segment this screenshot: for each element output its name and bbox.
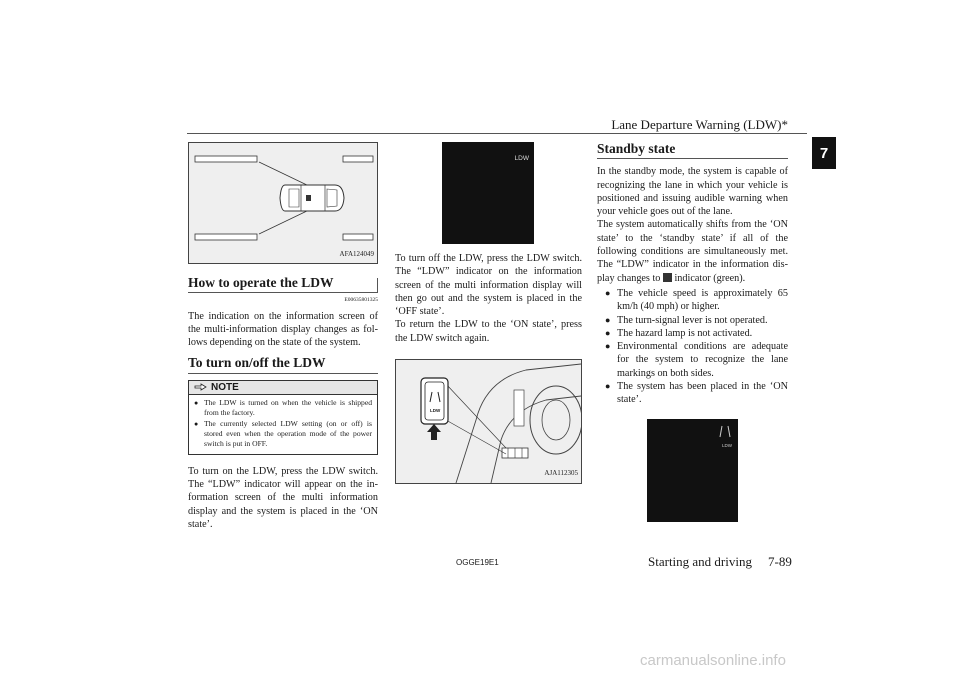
list-item bbox=[597, 327, 788, 340]
bullet-icon: ● bbox=[605, 287, 611, 298]
section-title-text: How to operate the LDW bbox=[188, 275, 334, 290]
display-indicator-label: LDW bbox=[722, 442, 732, 448]
list-item bbox=[597, 287, 788, 314]
conditions-list bbox=[597, 287, 788, 407]
note-item bbox=[194, 419, 372, 449]
lane-diagram-figure bbox=[188, 142, 378, 264]
section-rule-tick bbox=[377, 278, 378, 292]
column-right bbox=[597, 142, 788, 522]
section-title bbox=[188, 276, 378, 293]
note-item-text: The LDW is turned on when the vehicle is shipped from the factory. bbox=[204, 397, 372, 417]
return-on-paragraph: To return the LDW to the ‘ON state’, press the LDW switch again. bbox=[395, 319, 582, 344]
display-indicator-label: LDW bbox=[514, 155, 529, 162]
intro-paragraph: The indication on the information screen of the multi-information display changes as fol-lows depending on the state of the system. bbox=[188, 310, 378, 349]
bullet-icon: ● bbox=[605, 381, 611, 392]
conditions-text-end: indicator (green). bbox=[674, 272, 746, 284]
footer-section-name: Starting and driving bbox=[648, 554, 752, 569]
bullet-icon: ● bbox=[605, 341, 611, 352]
bullet-icon: ● bbox=[194, 419, 199, 428]
list-item bbox=[597, 314, 788, 327]
turn-on-paragraph: To turn on the LDW, press the LDW switch. The “LDW” indicator will appear on the in-formation screen of the multi information display and the system is placed in the ‘ON state’. bbox=[188, 465, 378, 530]
running-header: Lane Departure Warning (LDW)* bbox=[611, 117, 788, 132]
ldw-switch-figure bbox=[395, 359, 582, 484]
page-number: 7-89 bbox=[768, 554, 792, 569]
list-item-text: The vehicle speed is approximately 65 km/h (40 mph) or higher. bbox=[617, 287, 788, 313]
list-item-text: Environmental conditions are adequate for the system to recognize the lane markings on both sides. bbox=[617, 341, 788, 379]
bullet-icon: ● bbox=[194, 398, 199, 407]
note-box bbox=[188, 380, 378, 455]
note-header bbox=[189, 381, 377, 395]
list-item-text: The turn-signal lever is not operated. bbox=[617, 314, 768, 326]
switch-label: LDW bbox=[430, 408, 441, 414]
conditions-text: The system automatically shifts from the ‘ON state’ to the ‘standby state’ if all of the following conditions are simultaneously met. The “LDW” indicator in the information dis-play changes to bbox=[597, 219, 788, 284]
column-middle bbox=[395, 142, 582, 484]
note-label: NOTE bbox=[211, 381, 239, 393]
column-left bbox=[188, 142, 378, 531]
figure-id: AJA112305 bbox=[544, 468, 578, 477]
header-rule bbox=[187, 133, 807, 134]
note-item bbox=[194, 398, 372, 418]
note-body bbox=[189, 395, 377, 454]
standby-section-title: Standby state bbox=[597, 142, 788, 159]
standby-display-figure bbox=[647, 419, 738, 522]
note-item-text: The currently selected LDW setting (on or off) is stored even when the operation mode of the power switch is put in OFF. bbox=[204, 418, 372, 448]
subsection-title: To turn on/off the LDW bbox=[188, 356, 378, 373]
section-code: E00635801325 bbox=[344, 297, 378, 304]
list-item-text: The hazard lamp is not activated. bbox=[617, 327, 753, 339]
turn-off-paragraph: To turn off the LDW, press the LDW switch. The “LDW” indicator on the information screen of the multi information display will then go out and the system is placed in the ‘OFF state’. bbox=[395, 253, 582, 318]
note-hand-icon bbox=[194, 382, 208, 392]
ldw-display-figure bbox=[442, 142, 534, 244]
chapter-tab: 7 bbox=[812, 137, 836, 169]
lane-diagram-illustration bbox=[189, 143, 377, 263]
bullet-icon: ● bbox=[605, 327, 611, 338]
dashboard-switch-illustration bbox=[396, 360, 581, 483]
bullet-icon: ● bbox=[605, 314, 611, 325]
list-item bbox=[597, 340, 788, 380]
standby-paragraph: In the standby mode, the system is capable of recognizing the lane in which your vehicle is positioned and issuing audible warning when your vehicle goes out of the lane. bbox=[597, 166, 788, 218]
figure-id: AFA124049 bbox=[339, 249, 374, 258]
lane-indicator-icon bbox=[663, 273, 672, 282]
conditions-paragraph bbox=[597, 218, 788, 284]
watermark: carmanualsonline.info bbox=[640, 652, 786, 669]
list-item-text: The system has been placed in the ‘ON state’. bbox=[617, 381, 788, 406]
list-item bbox=[597, 380, 788, 407]
document-code: OGGE19E1 bbox=[456, 558, 499, 567]
